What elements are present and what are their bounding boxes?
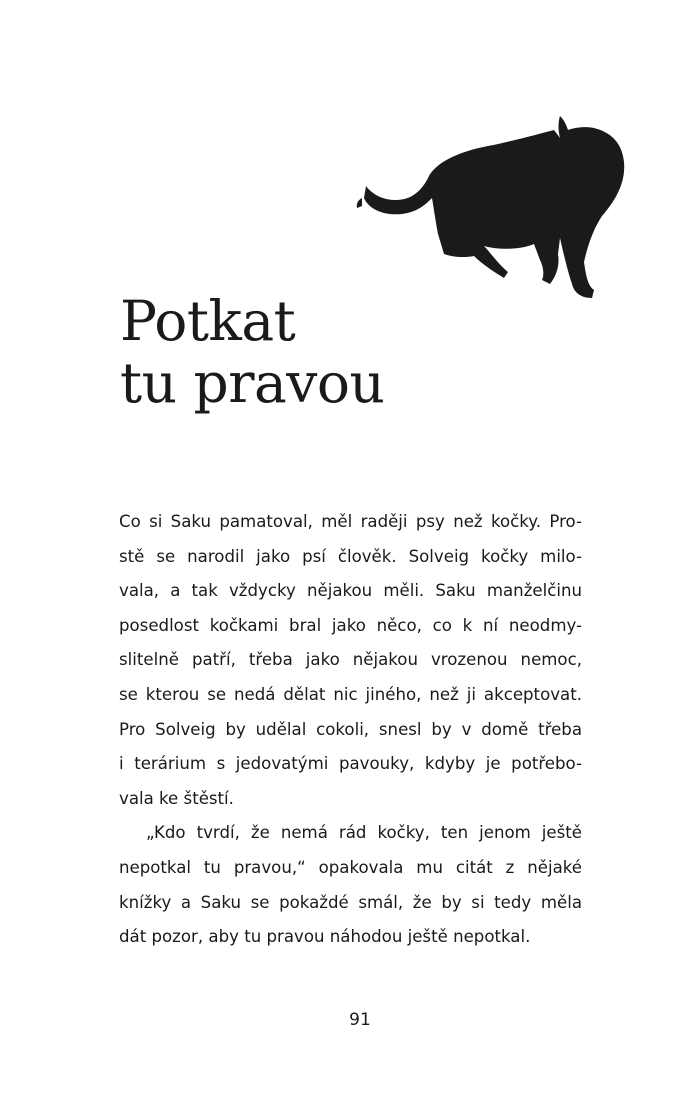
body-line-10: „Kdo tvrdí, že nemá rád kočky, ten jenom ještě [146,823,582,843]
body-line-9: vala ke štěstí. [119,788,234,808]
body-line-8: i terárium s jedovatými pavouky, kdyby je potřebo- [119,754,582,774]
chapter-title-line-1: Potkat [120,289,296,353]
chapter-title [120,290,384,414]
body-line-4: posedlost kočkami bral jako něco, co k ní neodmy- [119,615,582,635]
body-line-7: Pro Solveig by udělal cokoli, snesl by v domě třeba [119,719,582,739]
body-line-11: nepotkal tu pravou,“ opakovala mu citát z nějaké [119,857,582,877]
body-line-1: Co si Saku pamatoval, měl raději psy než kočky. Pro- [119,512,582,531]
body-line-13: dát pozor, aby tu pravou náhodou ještě nepotkal. [119,927,531,947]
body-text [119,505,582,955]
page-number: 91 [349,1010,371,1030]
body-line-12: knížky a Saku se pokaždé smál, že by si tedy měla [119,892,582,912]
body-line-3: vala, a tak vždycky nějakou měli. Saku manželčinu [119,581,582,601]
cat-silhouette-icon [348,112,628,302]
chapter-title-line-2: tu pravou [120,351,385,415]
body-line-2: stě se narodil jako psí člověk. Solveig kočky milo- [119,546,582,566]
body-line-5: slitelně patří, třeba jako nějakou vrozenou nemoc, [119,650,582,670]
body-line-6: se kterou se nedá dělat nic jiného, než ji akceptovat. [119,684,582,704]
